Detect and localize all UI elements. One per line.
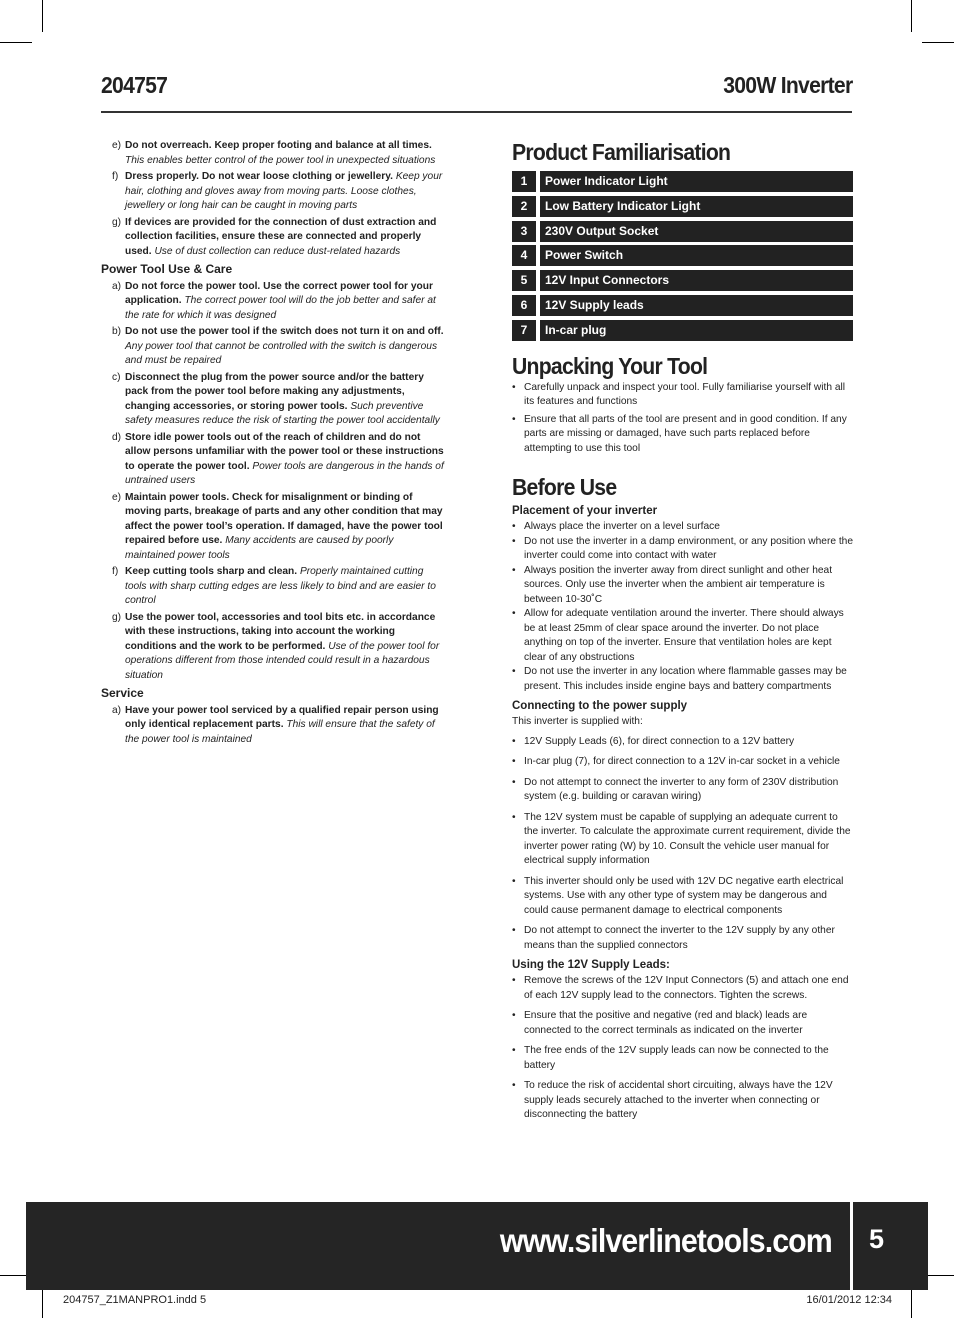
crop-mark [922, 42, 954, 43]
item-instruction: Keep cutting tools sharp and clean. [125, 566, 298, 577]
footer-divider [850, 1202, 853, 1290]
item-explanation: This will ensure that the safety of the power tool is maintained [125, 719, 435, 745]
item-explanation: Any power tool that cannot be controlled with the switch is dangerous and must be repaired [125, 340, 438, 366]
part-name: 230V Output Socket [540, 221, 853, 242]
item-marker: g) [112, 611, 122, 623]
item-marker: g) [112, 216, 122, 228]
safety-item [101, 704, 446, 748]
safety-item [101, 216, 446, 260]
product-code: 204757 [101, 72, 168, 98]
product-column [512, 139, 853, 1129]
crop-mark [0, 42, 32, 43]
part-name: In-car plug [540, 320, 853, 341]
part-name: Low Battery Indicator Light [540, 196, 853, 217]
part-number: 4 [512, 245, 536, 266]
item-marker: d) [112, 431, 122, 443]
product-title: 300W Inverter [722, 72, 852, 98]
part-name: 12V Input Connectors [540, 270, 853, 291]
item-explanation: Keep your hair, clothing and gloves away from moving parts. Loose clothes, jewellery or long hair can be caught in moving parts [125, 171, 443, 211]
slug-date: 16/01/2012 12:34 [806, 1294, 892, 1306]
item-instruction: Use the power tool, accessories and tool bits etc. in accordance with these instructions, taking into account the working conditions and the work to be performed. [125, 611, 436, 652]
crop-mark [911, 0, 912, 32]
leads-list [512, 974, 853, 1123]
bullet-item: • This inverter should only be used with 12V DC negative earth electrical systems. Use with any other type of system may be dangerous and could cause permanent damage to electrical components [512, 875, 853, 919]
connecting-list [512, 735, 853, 954]
familiarisation-title: Product Familiarisation [512, 139, 731, 165]
item-instruction: Do not overreach. Keep proper footing and balance at all times. [125, 140, 432, 151]
safety-item [101, 611, 446, 684]
connecting-intro: This inverter is supplied with: [512, 716, 643, 728]
footer-bar [26, 1202, 928, 1290]
item-explanation: Such preventive safety measures reduce the risk of starting the power tool accidentally [125, 400, 440, 426]
safety-item [101, 371, 446, 429]
item-explanation: Properly maintained cutting tools with sharp cutting edges are less likely to bind and are easier to control [125, 566, 436, 606]
item-instruction: If devices are provided for the connection of dust extraction and collection facilities, ensure these are connected and properly used. [125, 216, 437, 257]
crop-mark [42, 1286, 43, 1318]
item-marker: f) [112, 171, 119, 182]
bullet-item: • Ensure that all parts of the tool are present and in good condition. If any parts are missing or damaged, have such parts replaced before attempting to use this tool [512, 413, 853, 457]
bullet-item: • The free ends of the 12V supply leads can now be connected to the battery [512, 1044, 853, 1073]
item-marker: e) [112, 491, 122, 503]
bullet-item: • Remove the screws of the 12V Input Connectors (5) and attach one end of each 12V supply lead to the connectors. Tighten the screws. [512, 974, 853, 1003]
unpacking-list [512, 381, 853, 457]
safety-list-power-tool [101, 280, 446, 684]
placement-heading: Placement of your inverter [512, 505, 658, 518]
safety-column [101, 139, 446, 749]
item-instruction: Dress properly. Do not wear loose clothing or jewellery. [125, 171, 393, 182]
safety-item [101, 139, 446, 168]
bullet-item: • Allow for adequate ventilation around the inverter. There should always be at least 25mm of clear space around the inverter. Do not place anything on top of the inverter. Ensure that ventilation holes are kept clear of any obstructions [512, 607, 853, 665]
item-explanation: Many accidents are caused by poorly maintained power tools [125, 535, 394, 561]
item-explanation: The correct power tool will do the job better and safer at the rate for which it was designed [125, 295, 436, 321]
parts-row [512, 270, 853, 291]
item-instruction: Do not use the power tool if the switch does not turn it on and off. [125, 326, 444, 337]
before-use-title: Before Use [512, 474, 617, 501]
item-marker: f) [112, 566, 119, 577]
item-instruction: Store idle power tools out of the reach of children and do not allow persons unfamiliar with the power tool or these instructions to operate the power tool. [125, 431, 444, 472]
crop-mark [42, 0, 43, 32]
crop-mark [911, 1286, 912, 1318]
safety-item [101, 431, 446, 489]
placement-list [512, 520, 853, 694]
item-marker: a) [112, 280, 122, 292]
safety-item [101, 170, 446, 214]
part-number: 1 [512, 171, 536, 192]
part-number: 2 [512, 196, 536, 217]
item-marker: c) [112, 371, 121, 383]
bullet-item: • To reduce the risk of accidental short circuiting, always have the 12V supply leads securely attached to the inverter when connecting or disconnecting the battery [512, 1079, 853, 1123]
item-explanation: This enables better control of the power tool in unexpected situations [125, 154, 436, 166]
item-marker: e) [112, 140, 122, 151]
safety-item [101, 565, 446, 609]
leads-heading: Using the 12V Supply Leads: [512, 959, 670, 972]
item-instruction: Do not force the power tool. Use the correct power tool for your application. [125, 280, 433, 306]
item-marker: a) [112, 704, 122, 716]
bullet-item: • Do not attempt to connect the inverter to the 12V supply by any other means than the supplied connectors [512, 924, 853, 953]
bullet-item: • Do not use the inverter in a damp environment, or any position where the inverter could come into contact with water [512, 535, 853, 564]
part-name: Power Switch [540, 245, 853, 266]
header-rule [101, 111, 852, 113]
parts-row [512, 245, 853, 266]
website-link[interactable]: www.silverlinetools.com [499, 1222, 832, 1259]
safety-item [101, 491, 446, 564]
bullet-item: • Ensure that the positive and negative (red and black) leads are connected to the correct terminals as indicated on the inverter [512, 1009, 853, 1038]
parts-row [512, 221, 853, 242]
bullet-item: • 12V Supply Leads (6), for direct connection to a 12V battery [512, 735, 853, 750]
parts-row [512, 320, 853, 341]
unpacking-title: Unpacking Your Tool [512, 352, 708, 379]
page-number: 5 [869, 1224, 885, 1254]
parts-row [512, 171, 853, 192]
bullet-item: • Carefully unpack and inspect your tool. Fully familiarise yourself with all its features and functions [512, 381, 853, 410]
part-number: 5 [512, 270, 536, 291]
bullet-item: • In-car plug (7), for direct connection to a 12V in-car socket in a vehicle [512, 755, 853, 770]
item-instruction: Maintain power tools. Check for misalignment or binding of moving parts, breakage of parts and any other condition that may affect the power tool’s operation. If damaged, have the power tool repaired before use. [125, 491, 443, 546]
part-number: 7 [512, 320, 536, 341]
part-number: 6 [512, 295, 536, 316]
parts-row [512, 196, 853, 217]
connecting-heading: Connecting to the power supply [512, 700, 688, 713]
item-instruction: Disconnect the plug from the power source and/or the battery pack from the power tool before making any adjustments, changing accessories, or storing power tools. [125, 371, 424, 412]
bullet-item: • Always place the inverter on a level surface [512, 520, 853, 535]
bullet-item: • The 12V system must be capable of supplying an adequate current to the inverter. To calculate the approximate current requirement, divide the inverter power rating (W) by 10. Consult the vehicle user manual for electrical supply information [512, 811, 853, 869]
item-explanation: Use of the power tool for operations different from those intended could result in a hazardous situation [125, 640, 440, 681]
bullet-item: • Always position the inverter away from direct sunlight and other heat sources. Only use the inverter when the ambient air temperature is between 10-30˚C [512, 564, 853, 608]
slug-filename: 204757_Z1MANPRO1.indd 5 [63, 1294, 207, 1306]
part-name: Power Indicator Light [540, 171, 853, 192]
safety-list-service [101, 704, 446, 748]
safety-item [101, 325, 446, 369]
safety-item [101, 280, 446, 324]
parts-row [512, 295, 853, 316]
item-marker: b) [112, 326, 122, 337]
item-explanation: Use of dust collection can reduce dust-related hazards [154, 245, 401, 257]
parts-table [512, 171, 853, 341]
power-tool-heading: Power Tool Use & Care [101, 262, 233, 276]
bullet-item: • Do not attempt to connect the inverter to any form of 230V distribution system (e.g. building or caravan wiring) [512, 776, 853, 805]
safety-list-personal [101, 139, 446, 259]
part-name: 12V Supply leads [540, 295, 853, 316]
bullet-item: • Do not use the inverter in any location where flammable gasses may be present. This includes inside engine bays and battery compartments [512, 665, 853, 694]
part-number: 3 [512, 221, 536, 242]
item-instruction: Have your power tool serviced by a qualified repair person using only identical replacement parts. [125, 704, 439, 730]
item-explanation: Power tools are dangerous in the hands of untrained users [125, 460, 444, 486]
service-heading: Service [101, 686, 144, 700]
